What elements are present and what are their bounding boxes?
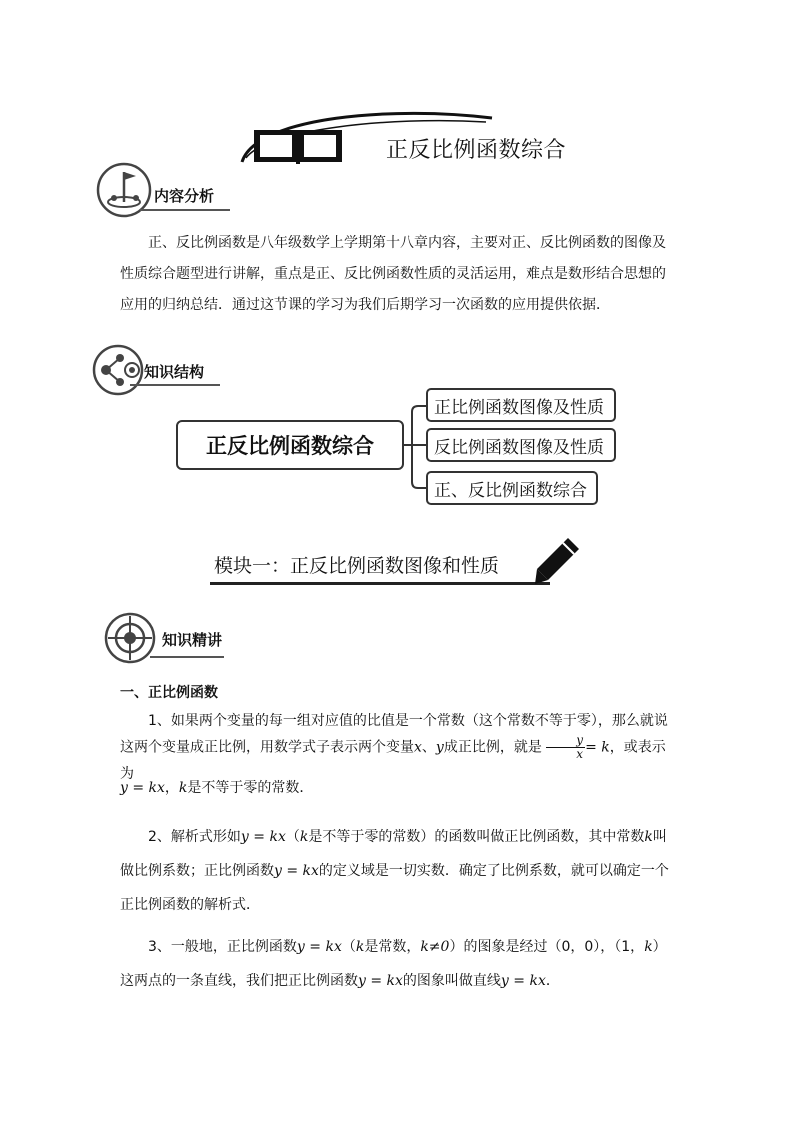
p2-formula-1: y = kx	[240, 829, 286, 845]
p1-text-a: 1、如果两个变量的每一组对应值的比值是一个常数（这个常数不等于零），那么就说这两个变量成正比例，用数学式子表示两个变量	[120, 713, 668, 756]
section-underline	[150, 656, 224, 658]
module-underline	[210, 582, 550, 585]
p2-var-k2: k	[644, 829, 653, 845]
paragraph-3	[120, 930, 676, 998]
fraction-numerator: y	[546, 734, 585, 748]
p3-formula-1: y = kx	[296, 939, 342, 955]
p3-text-a: 3、一般地，正比例函数	[148, 939, 297, 955]
p1-text-c: ，或表示为	[120, 739, 666, 782]
paragraph-1	[120, 708, 676, 787]
p2-text-d: 叫做比例系数；正比例函数	[120, 829, 667, 879]
paragraph-2	[120, 820, 676, 922]
p3-formula-2: y = kx	[358, 973, 403, 989]
structure-branch-3: 正、反比例函数综合	[426, 471, 598, 505]
p1-eq-k: = k	[585, 739, 610, 756]
p3-var-k2: k	[644, 939, 653, 955]
p3-text-f: 的图象叫做直线	[402, 973, 501, 989]
section-underline	[140, 209, 230, 211]
p3-text-b: （	[341, 939, 356, 955]
p2-text-e: 的定义域是一切实数．确定了比例系数，就可以确定一个正比例函数的解析式．	[120, 863, 669, 913]
p3-text-d: ）的图象是经过（0，0），（1，	[449, 939, 645, 955]
p1-var-y: y	[435, 739, 444, 756]
page-title: 正反比例函数综合	[386, 138, 567, 163]
pencil-icon	[532, 535, 582, 587]
p2-text-c: 是不等于零的常数）的函数叫做正比例函数，其中常数	[308, 829, 645, 845]
p1-sep: 、	[421, 739, 436, 756]
content-heading: 一、正比例函数	[120, 685, 218, 701]
structure-main-node: 正反比例函数综合	[176, 420, 404, 470]
network-icon	[92, 344, 150, 396]
section-underline	[130, 384, 220, 386]
p3-var-k1: k	[355, 939, 365, 955]
p2-formula-2: y = kx	[274, 863, 319, 879]
p1-text-d: ，	[164, 780, 179, 796]
paragraph-1-cont	[120, 778, 676, 798]
fraction-y-over-x	[546, 734, 585, 761]
open-book-icon	[252, 126, 344, 166]
p1-text-e: 是不等于零的常数．	[187, 780, 314, 796]
p2-text-b: （	[285, 829, 300, 845]
p2-text-a: 2、解析式形如	[148, 829, 241, 845]
section-label-knowledge-explain: 知识精讲	[162, 631, 223, 649]
p1-formula: y = kx	[120, 780, 165, 796]
p3-text-e: ）这两点的一条直线，我们把正比例函数	[120, 939, 667, 989]
p3-text-g: ．	[545, 973, 560, 989]
p3-text-c: 是常数，	[364, 939, 421, 955]
fraction-denominator: x	[576, 747, 584, 761]
p1-text-b: 成正比例，就是	[443, 739, 542, 756]
p1-var-k: k	[178, 780, 188, 796]
section-label-content-analysis: 内容分析	[154, 187, 215, 205]
p1-var-x: x	[414, 739, 422, 756]
p3-formula-3: y = kx	[500, 973, 546, 989]
module-title: 模块一：正反比例函数图像和性质	[214, 555, 500, 577]
intro-paragraph: 正、反比例函数是八年级数学上学期第十八章内容，主要对正、反比例函数的图像及性质综合题型进行讲解，重点是正、反比例函数性质的灵活运用，难点是数形结合思想的应用的归纳总结．通过这节课的学习为我们后期学习一次函数的应用提供依据．	[120, 235, 666, 313]
section-label-knowledge-structure: 知识结构	[144, 363, 205, 381]
p2-var-k1: k	[299, 829, 309, 845]
structure-branch-1: 正比例函数图像及性质	[426, 388, 616, 422]
structure-branch-2: 反比例函数图像及性质	[426, 428, 616, 462]
p3-k-ne-zero: k≠0	[420, 939, 450, 955]
